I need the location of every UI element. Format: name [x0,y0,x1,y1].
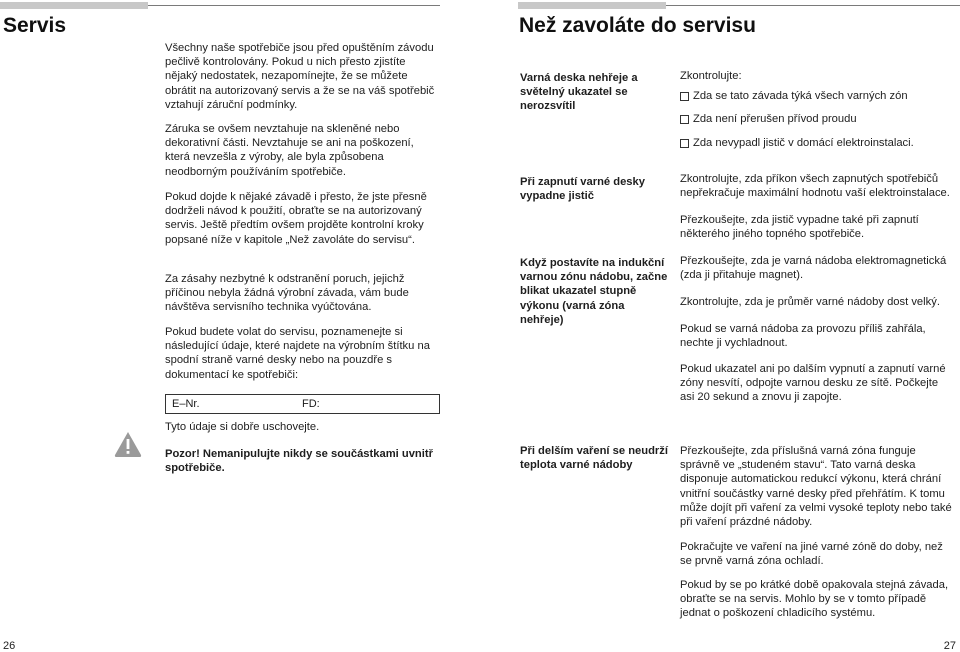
remedy-temperature-3: Pokud by se po krátké době opakovala stejná závada, obraťte se na servis. Mohlo by se v tomto případě jednat o poškození chladicího systému. [680,579,949,620]
remedy-breaker-1: Zkontrolujte, zda příkon všech zapnutých spotřebičů nepřekračuje maximální hodnotu vaší elektroinstalace. [680,173,950,200]
remedy-breaker-2: Přezkoušejte, zda jistič vypadne také při zapnutí některého jiného topného spotřebiče. [680,214,919,241]
remedy-temperature-1: Přezkoušejte, zda příslušná varná zóna funguje správně ve „studeném stavu“. Tato varná deska disponuje automatickou redukcí výkonu, která chrání vnitřní součástky varné desky před přehřátím. K tomu může dojít při vaření za velmi vysoké teploty nebo také při vaření prázdné nádoby. [680,445,952,529]
paragraph-intro: Všechny naše spotřebiče jsou před opuštěním závodu pečlivě kontrolovány. Pokud u nich přesto zjistíte nějaký nedostatek, nezapomínejte, že se můžete obrátit na autorizovaný servis a že se na váš spotřebič vztahují záruční podmínky. [165,42,435,111]
checkbox-icon [680,92,689,101]
e-nr-label: E–Nr. [172,398,200,410]
keep-note: Tyto údaje si dobře uschovejte. [165,421,320,433]
warning-icon [113,430,143,458]
remedy-induction-3: Pokud se varná nádoba za provozu příliš zahřála, nechte ji vychladnout. [680,323,926,350]
condition-temperature-drop: Při delším vaření se neudrží teplota varné nádoby [520,445,668,472]
header-rule-right [666,5,960,6]
condition-breaker-trips: Při zapnutí varné desky vypadne jistič [520,176,645,203]
checkbox-icon [680,139,689,148]
condition-blinking-indicator: Když postavíte na indukční varnou zónu nádobu, začne blikat ukazatel stupně výkonu (varná zóna nehřeje) [520,257,668,326]
page-number-left: 26 [3,640,16,652]
header-rule-left [148,5,440,6]
checklist-item: Zda není přerušen přívod proudu [680,112,955,126]
checklist-item: Zda se tato závada týká všech varných zón [680,89,955,103]
condition-no-heat: Varná deska nehřeje a světelný ukazatel se nerozsvítil [520,72,638,113]
remedy-induction-2: Zkontrolujte, zda je průměr varné nádoby dost velký. [680,296,940,308]
remedy-induction-4: Pokud ukazatel ani po dalším vypnutí a zapnutí varné zóny nesvítí, odpojte varnou desku ze sítě. Počkejte asi 20 sekund a znovu ji zapojte. [680,363,946,404]
checklist-intro: Zkontrolujte: [680,70,742,82]
warning-text: Pozor! Nemanipulujte nikdy se součástkami uvnitř spotřebiče. [165,448,433,475]
page-title-servis: Servis [3,14,67,37]
remedy-induction-1: Přezkoušejte, zda je varná nádoba elektromagnetická (zda ji přitahuje magnet). [680,255,947,282]
checklist-item: Zda nevypadl jistič v domácí elektroinstalaci. [680,136,955,150]
paragraph-call-service: Pokud budete volat do servisu, poznamenejte si následující údaje, které najdete na výrobním štítku na spodní straně varné desky nebo na pouzdře s dokumentací ke spotřebiči: [165,326,430,381]
header-bar-left-accent [0,2,148,9]
page-title-before-service: Než zavoláte do servisu [519,14,756,37]
header-bar-right-accent [518,2,666,9]
fd-label: FD: [302,398,320,410]
remedy-temperature-2: Pokračujte ve vaření na jiné varné zóně do doby, než se prvně varná zóna ochladí. [680,541,943,568]
paragraph-charges: Za zásahy nezbytné k odstranění poruch, jejichž příčinou nebyla žádná výrobní závada, vám bude návštěva servisního technika vyúčtována. [165,273,409,314]
appliance-id-box [165,394,440,414]
checklist [680,89,955,150]
paragraph-warranty: Záruka se ovšem nevztahuje na skleněné nebo dekorativní části. Nevztahuje se ani na poškození, která nevzešla z výroby, ale byla způsobena neodborným používáním spotřebiče. [165,123,414,178]
checkbox-icon [680,115,689,124]
checklist-block [680,69,955,159]
paragraph-fault: Pokud dojde k nějaké závadě i přesto, že jste přesně dodrželi návod k použití, obraťte se na autorizovaný servis. Ještě předtím ovšem projděte kontrolní kroky popsané níže v kapitole „Než zavoláte do servisu“. [165,191,427,246]
page-number-right: 27 [943,640,956,652]
